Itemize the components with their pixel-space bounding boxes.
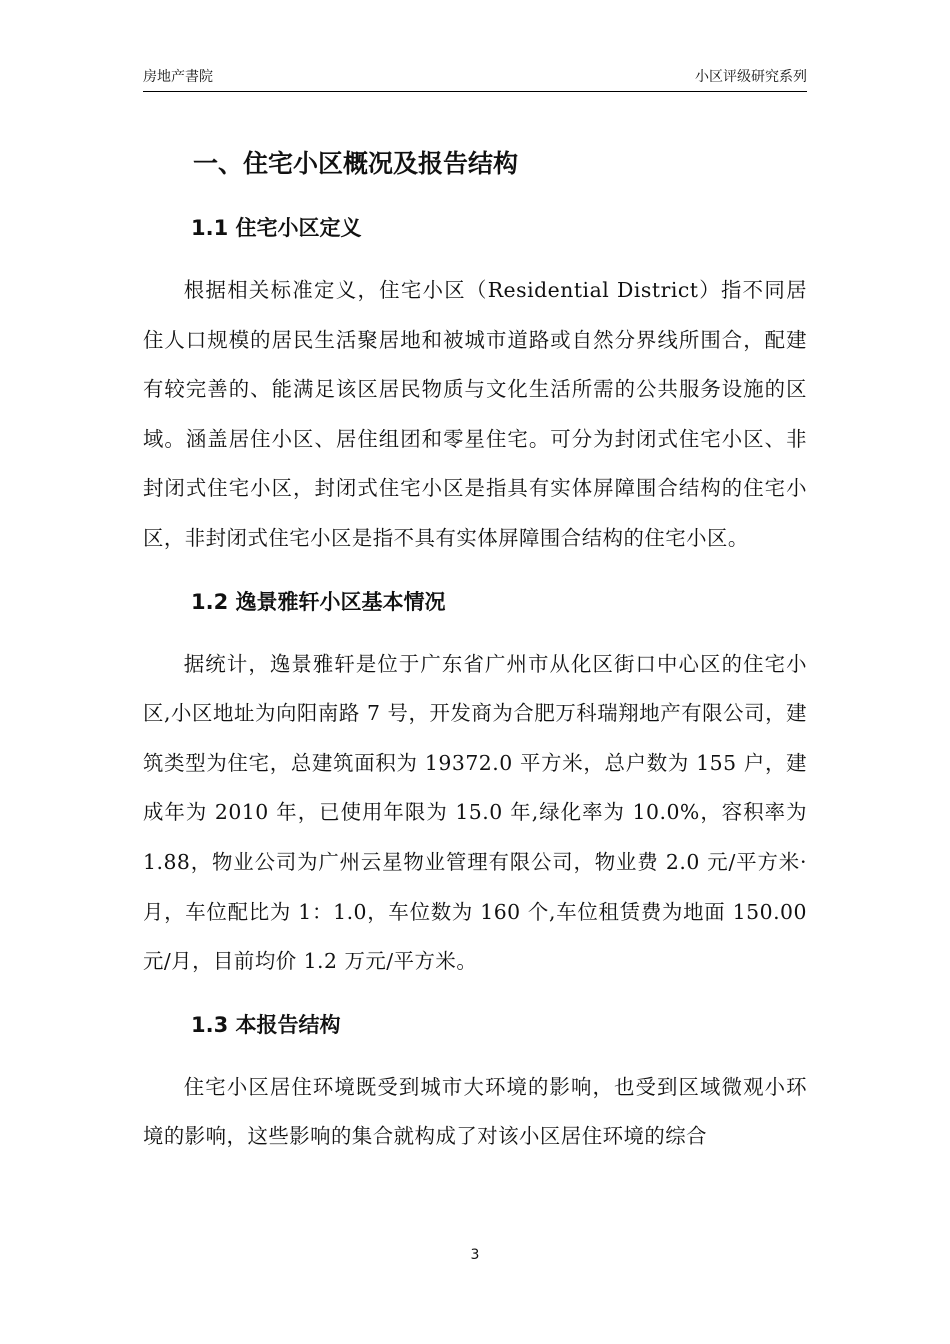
page-content bbox=[143, 140, 807, 1174]
section-title-1-2: 1.2 逸景雅轩小区基本情况 bbox=[191, 589, 446, 614]
header-publisher: 房地产書院 bbox=[143, 69, 213, 85]
page-number: 3 bbox=[470, 1247, 480, 1263]
header-series-title: 小区评级研究系列 bbox=[695, 69, 807, 85]
section-paragraph-1-1: 根据相关标准定义，住宅小区（Residential District）指不同居住人口规模的居民生活聚居地和被城市道路或自然分界线所围合，配建有较完善的、能满足该区居民物质与文化生活所需的公共服务设施的区域。涵盖居住小区、居住组团和零星住宅。可分为封闭式住宅小区、非封闭式住宅小区，封闭式住宅小区是指具有实体屏障围合结构的住宅小区，非封闭式住宅小区是指不具有实体屏障围合结构的住宅小区。 bbox=[143, 278, 807, 550]
chapter-title: 一、住宅小区概况及报告结构 bbox=[193, 149, 519, 178]
page-header bbox=[143, 67, 807, 92]
section-paragraph-1-3: 住宅小区居住环境既受到城市大环境的影响，也受到区域微观小环境的影响，这些影响的集合就构成了对该小区居住环境的综合 bbox=[143, 1074, 807, 1149]
section-title-1-1: 1.1 住宅小区定义 bbox=[191, 216, 362, 240]
section-title-1-3: 1.3 本报告结构 bbox=[191, 1012, 341, 1037]
section-paragraph-1-2: 据统计，逸景雅轩是位于广东省广州市从化区街口中心区的住宅小区,小区地址为向阳南路 7 号，开发商为合肥万科瑞翔地产有限公司，建筑类型为住宅，总建筑面积为 19372.0 平方米，总户数为 155 户，建成年为 2010 年，已使用年限为 15.0 年,绿化率为 10.0%，容积率为 1.88，物业公司为广州云星物业管理有限公司，物业费 2.0 元/平方米·月，车位配比为 1：1.0，车位数为 160 个,车位租赁费为地面 150.00 元/月，目前均价 1.2 万元/平方米。 bbox=[143, 651, 807, 974]
